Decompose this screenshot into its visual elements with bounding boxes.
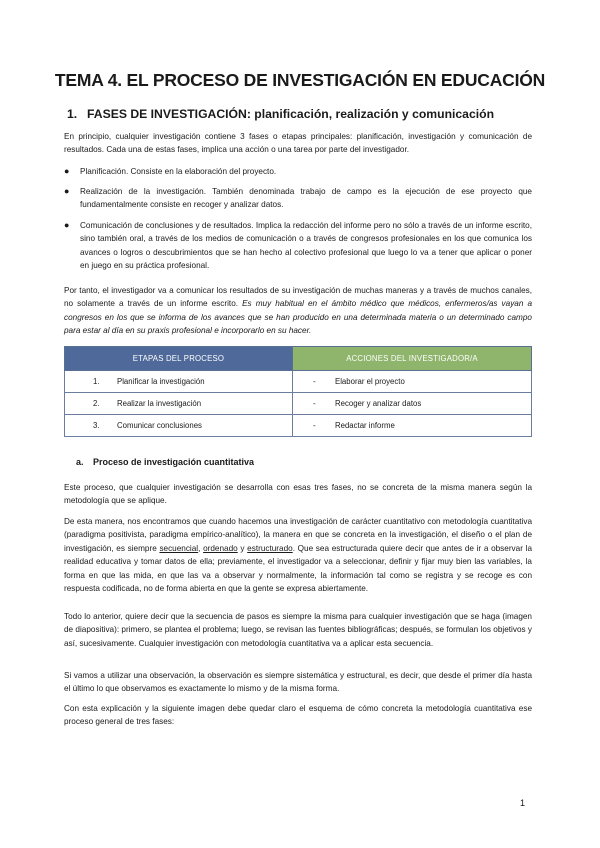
table-row bbox=[65, 371, 532, 393]
subsection-heading-text: Proceso de investigación cuantitativa bbox=[93, 457, 255, 467]
table-header-row bbox=[65, 347, 532, 371]
document-title: TEMA 4. EL PROCESO DE INVESTIGACIÓN EN EDUCACIÓN bbox=[54, 70, 546, 90]
table-header-stages: ETAPAS DEL PROCESO bbox=[65, 347, 293, 371]
bullet-icon: ● bbox=[64, 166, 70, 176]
bullet-icon: ● bbox=[64, 186, 70, 196]
paragraph: Este proceso, que cualquier investigación se desarrolla con esas tres fases, no se concreta de la misma manera según la metodología que se aplique. bbox=[64, 483, 532, 506]
paragraph-text: Por tanto, el investigador va a comunicar los resultados de su investigación de muchas maneras y a través de muchos canales, no solamente a través de un informe escrito. bbox=[64, 286, 532, 309]
table-row bbox=[65, 415, 532, 437]
underlined-term: secuencial bbox=[159, 543, 199, 553]
table-cell-stage: 1. Planificar la investigación bbox=[65, 371, 293, 393]
section-number: 1. bbox=[67, 107, 78, 121]
subsection-letter: a. bbox=[76, 457, 84, 467]
paragraph: De esta manera, nos encontramos que cuando hacemos una investigación de carácter cuantitativo con metodología cuantitativa (paradigma positivista, paradigma empírico-analítico), la manera en que se concreta en la investigación, el diseño o el plan de investigación, es siempre secuencial, ordenado y estructurado. Que sea estructurada quiere decir que antes de ir a observar la realidad educativa y tomar datos de ella; previamente, el investigador va a seleccionar, definir y fijar muy bien las variables, la forma en que las mida, en que las va a observar y normalmente, la información tal como se registra y se recoge es con respuesta codificada, no de forma abierta en que la gente se expresa abiertamente. bbox=[64, 517, 532, 594]
paragraph: Todo lo anterior, quiere decir que la secuencia de pasos es siempre la misma para cualquier investigación que se haga (imagen de diapositiva): primero, se plantea el problema; luego, se revisan las fuentes bibliográficas; después, se formulan los objetivos y así, sucesivamente. Cualquier investigación con metodología cuantitativa va a aplicar esta secuencia. bbox=[64, 612, 532, 648]
table-cell-stage: 3. Comunicar conclusiones bbox=[65, 415, 293, 437]
intro-paragraph: En principio, cualquier investigación contiene 3 fases o etapas principales: planificación, investigación y comunicación de resultados. Cada una de estas fases, implica una acción o una tarea por parte del investigador. bbox=[64, 132, 532, 155]
bullet-text: Comunicación de conclusiones y de resultados. Implica la redacción del informe pero no sólo a través de un informe escrito, sino también oral, a través de los medios de comunicación o a través de congresos profesionales en los que comunica los avances o logros o descubrimientos que se han hecho al colectivo profesional que luego lo va a tener que aplicar o poner en juego en su práctica profesional. bbox=[80, 221, 532, 271]
section-heading-text: FASES DE INVESTIGACIÓN: planificación, realización y comunicación bbox=[87, 107, 495, 121]
table-cell-stage: 2. Realizar la investigación bbox=[65, 393, 293, 415]
paragraph: Con esta explicación y la siguiente imagen debe quedar claro el esquema de cómo concreta la metodología cuantitativa ese proceso general de tres fases: bbox=[64, 704, 532, 727]
communication-paragraph bbox=[64, 284, 532, 338]
paragraph: Si vamos a utilizar una observación, la observación es siempre sistemática y estructural, es decir, que desde el primer día hasta el último lo que observamos es exactamente lo mismo y de la misma forma. bbox=[64, 671, 532, 694]
table-cell-action: - Elaborar el proyecto bbox=[293, 371, 532, 393]
table-cell-action: - Redactar informe bbox=[293, 415, 532, 437]
subsection-heading bbox=[76, 457, 254, 467]
table-header-actions: ACCIONES DEL INVESTIGADOR/A bbox=[293, 347, 532, 371]
paragraph-italic-text: Es muy habitual en el ámbito médico que médicos, enfermeros/as vayan a congresos en los que se informa de los avances que se han producido en una determinada materia o un determinado campo para estar al día en su praxis profesional e incorporarlo en su hacer. bbox=[64, 299, 533, 336]
page-number: 1 bbox=[520, 798, 526, 808]
bullet-text: Planificación. Consiste en la elaboración del proyecto. bbox=[80, 167, 277, 176]
underlined-term: ordenado bbox=[203, 543, 238, 553]
bullet-text: Realización de la investigación. También denominada trabajo de campo es la ejecución de ese proyecto que fundamentalmente consiste en recoger y analizar datos. bbox=[80, 187, 532, 210]
underlined-term: estructurado bbox=[247, 543, 293, 553]
process-table bbox=[64, 346, 532, 437]
table-cell-action: - Recoger y analizar datos bbox=[293, 393, 532, 415]
bullet-icon: ● bbox=[64, 220, 70, 230]
table-row bbox=[65, 393, 532, 415]
section-heading bbox=[67, 107, 494, 121]
